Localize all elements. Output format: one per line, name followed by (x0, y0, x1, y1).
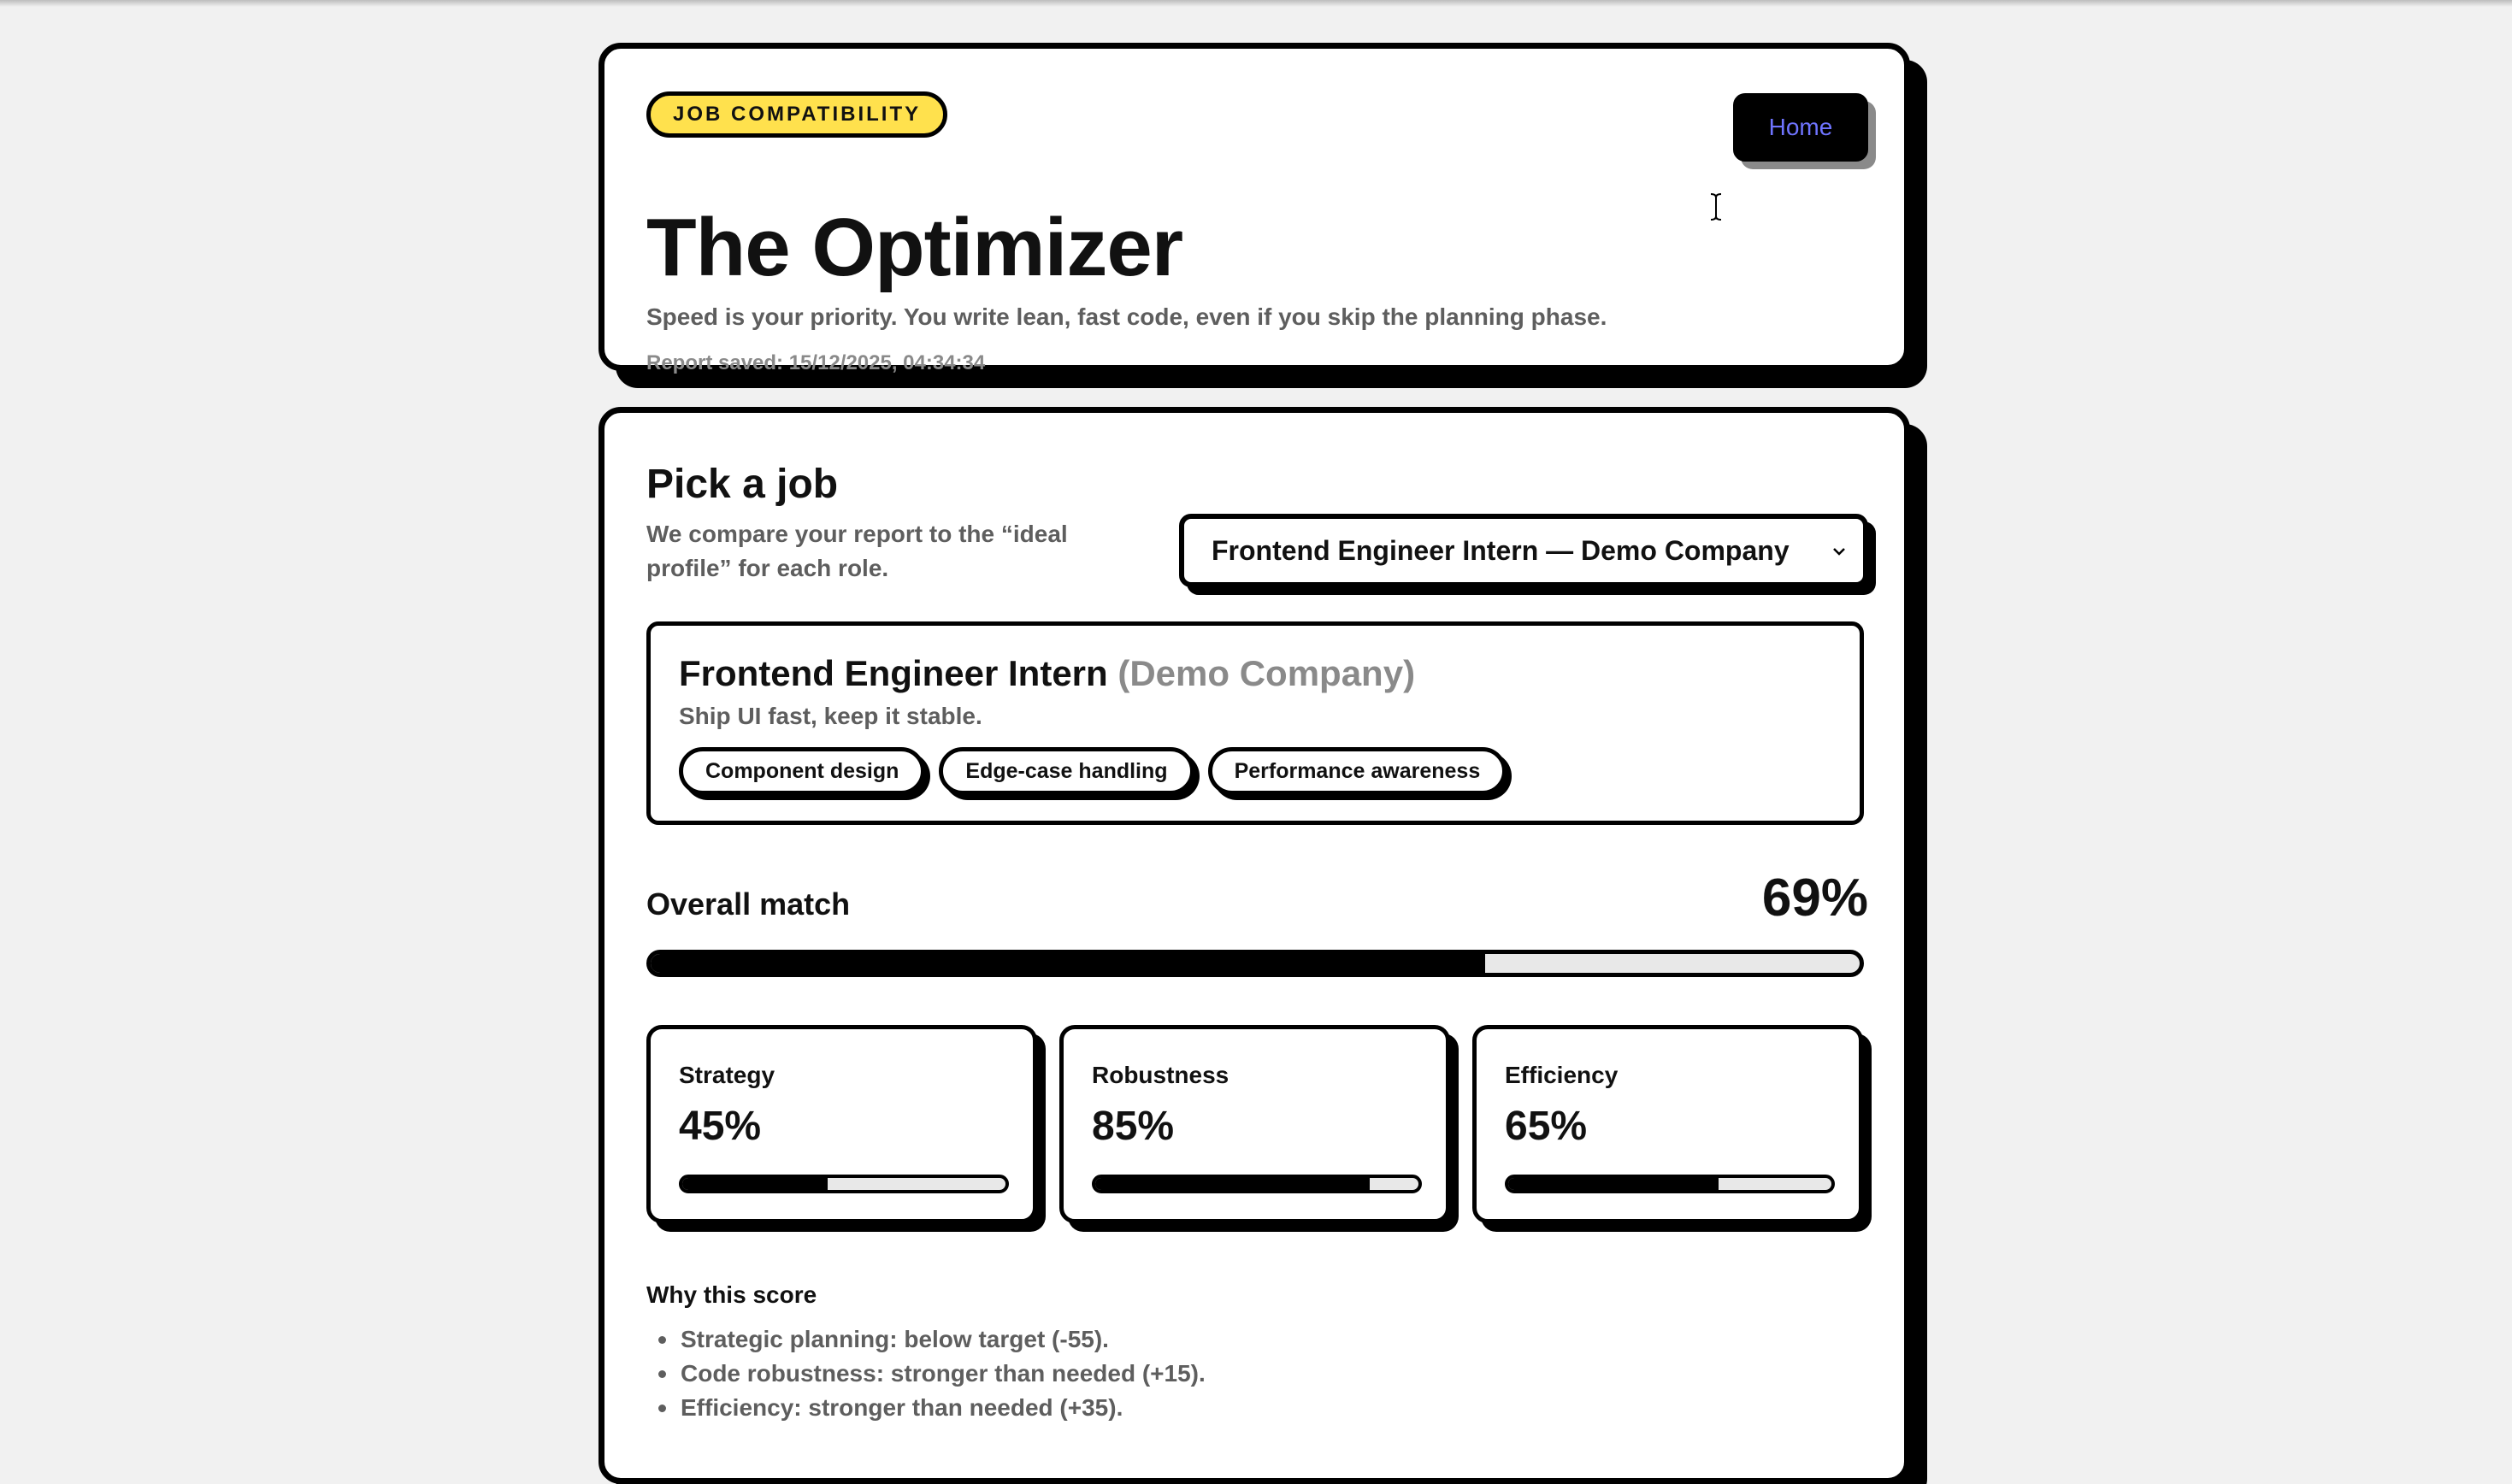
metric-bar-fill (682, 1178, 828, 1190)
job-company: (Demo Company) (1117, 653, 1416, 693)
overall-match-bar (646, 950, 1864, 977)
job-detail-panel (646, 621, 1864, 825)
job-select-dropdown[interactable] (1179, 514, 1868, 587)
browser-top-strip (0, 0, 2512, 7)
skill-tag: Component design (679, 747, 925, 795)
list-item: Code robustness: stronger than needed (+15). (646, 1357, 1206, 1391)
why-score-heading: Why this score (646, 1281, 817, 1308)
chevron-down-icon (1831, 543, 1848, 560)
metric-label: Efficiency (1505, 1062, 1619, 1088)
skill-tags (679, 747, 1507, 795)
metric-cards (646, 1025, 1863, 1223)
metric-bar (1092, 1175, 1422, 1193)
skill-tag: Performance awareness (1208, 747, 1507, 795)
metric-label: Strategy (679, 1062, 775, 1088)
skill-tag: Edge-case handling (939, 747, 1194, 795)
home-button[interactable]: Home (1733, 93, 1868, 162)
overall-match-fill (651, 954, 1485, 973)
metric-card-strategy (646, 1025, 1037, 1223)
metric-card-efficiency (1472, 1025, 1863, 1223)
list-item: Strategic planning: below target (-55). (646, 1322, 1206, 1357)
pick-job-description: We compare your report to the “ideal profile” for each role. (646, 521, 1068, 581)
metric-label: Robustness (1092, 1062, 1229, 1088)
list-item: Efficiency: stronger than needed (+35). (646, 1391, 1206, 1425)
job-compatibility-badge: JOB COMPATIBILITY (646, 91, 947, 138)
job-name: Frontend Engineer Intern (679, 653, 1108, 693)
metric-bar (1505, 1175, 1835, 1193)
job-title (679, 653, 1415, 694)
job-select-value: Frontend Engineer Intern — Demo Company (1212, 534, 1790, 566)
pick-job-heading: Pick a job (646, 462, 839, 507)
why-score-list (646, 1322, 1206, 1425)
overall-match-label: Overall match (646, 886, 851, 922)
page-title: The Optimizer (646, 202, 1183, 293)
metric-value: 65% (1505, 1104, 1588, 1149)
text-cursor-icon (1709, 192, 1723, 221)
job-tagline: Ship UI fast, keep it stable. (679, 703, 982, 729)
metric-bar (679, 1175, 1009, 1193)
overall-match-value: 69% (1761, 869, 1868, 928)
job-picker-card (599, 407, 1910, 1484)
metric-card-robustness (1059, 1025, 1450, 1223)
metric-value: 45% (679, 1104, 762, 1149)
metric-bar-fill (1508, 1178, 1719, 1190)
page-subtitle: Speed is your priority. You write lean, fast code, even if you skip the planning phase. (646, 303, 1607, 330)
metric-bar-fill (1095, 1178, 1370, 1190)
metric-value: 85% (1092, 1104, 1175, 1149)
report-saved-timestamp: Report saved: 15/12/2025, 04:34:34 (646, 351, 986, 374)
header-card (599, 43, 1910, 374)
